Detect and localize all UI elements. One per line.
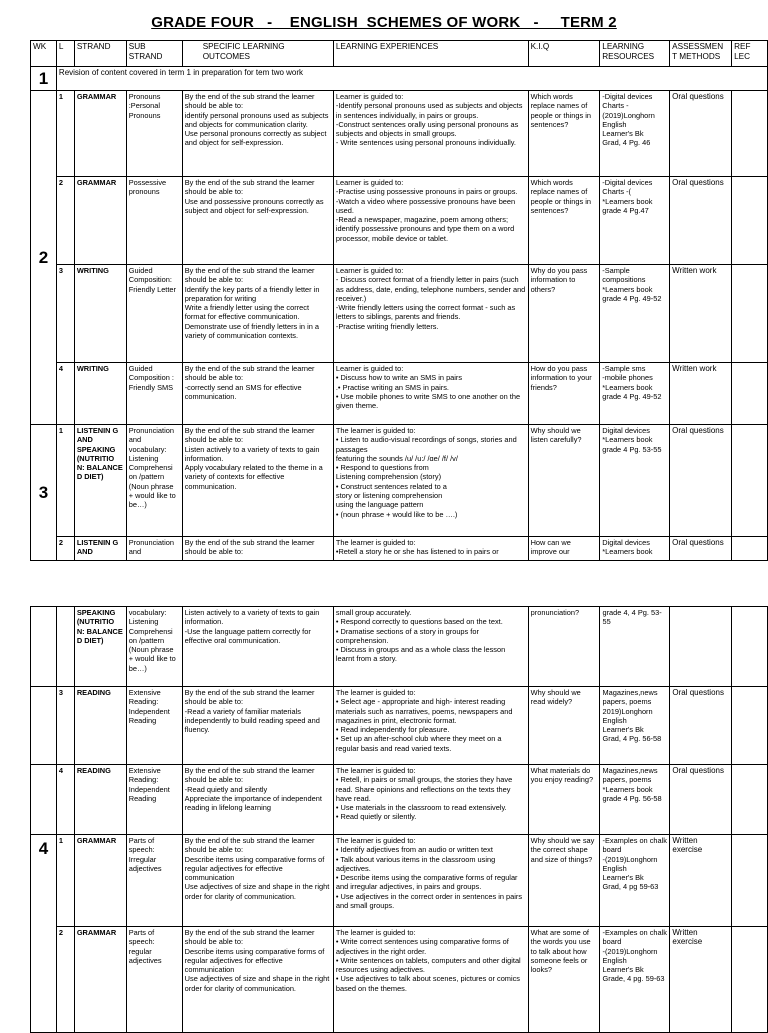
key-inquiry-question: Why should we say the correct shape and size of things? bbox=[528, 835, 600, 927]
header-lr: LEARNING RESOURCES bbox=[600, 41, 670, 67]
table-row bbox=[31, 177, 768, 265]
key-inquiry-question: Why should we listen carefully? bbox=[528, 425, 600, 537]
learning-outcomes: By the end of the sub strand the learner should be able to: Describe items using comparative forms of regular adjectives for effective communication Use adjectives of size and shape in the right order for clarity of communication. bbox=[182, 927, 333, 1033]
learning-experiences: The learner is guided to: • Retell, in pairs or small groups, the stories they have read. Share opinions and reflections on the texts they have read. • Use materials in the classroom to read extensively. • Read quietly or silently. bbox=[333, 765, 528, 835]
sub-strand: Parts of speech: regular adjectives bbox=[126, 927, 182, 1033]
revision-note: Revision of content covered in term 1 in preparation for tem two work bbox=[56, 67, 767, 91]
page-title: GRADE FOUR - ENGLISH SCHEMES OF WORK - TERM 2 bbox=[151, 14, 617, 31]
learning-outcomes: By the end of the sub strand the learner should be able to: Use and possessive pronouns correctly as subject and object for self-expression. bbox=[182, 177, 333, 265]
table-row bbox=[31, 265, 768, 363]
assessment-method: Written exercise bbox=[670, 927, 732, 1033]
table-row bbox=[31, 537, 768, 561]
sub-strand: Parts of speech: Irregular adjectives bbox=[126, 835, 182, 927]
learning-experiences: Learner is guided to: -Identify personal pronouns used as subjects and objects in sentences individually, in pairs or groups. -Construct sentences orally using personal pronouns as subjects and objects in small groups. - Write sentences using personal pronouns individually. bbox=[333, 91, 528, 177]
strand: GRAMMAR bbox=[74, 91, 126, 177]
assessment-method: Oral questions bbox=[670, 91, 732, 177]
key-inquiry-question: How do you pass information to your friends? bbox=[528, 363, 600, 425]
table-row bbox=[31, 91, 768, 177]
strand: LISTENIN G AND bbox=[74, 537, 126, 561]
sub-strand: Pronunciation and vocabulary: Listening Comprehensi on /pattern (Noun phrase + would like to be…) bbox=[126, 425, 182, 537]
key-inquiry-question: What are some of the words you use to talk about how someone feels or looks? bbox=[528, 927, 600, 1033]
learning-experiences: Learner is guided to: - Discuss correct format of a friendly letter in pairs (such as address, date, ending, telephone numbers, sender and receiver.) -Write friendly letters using the correct format - such as letters to siblings, parents and friends. -Practise writing friendly letters. bbox=[333, 265, 528, 363]
header-am: ASSESSMEN T METHODS bbox=[670, 41, 732, 67]
learning-outcomes: By the end of the sub strand the learner should be able to: -Read a variety of familiar materials independently to build reading speed and fluency. bbox=[182, 687, 333, 765]
week-number: 2 bbox=[31, 91, 57, 425]
table-row bbox=[31, 425, 768, 537]
header-slo: SPECIFIC LEARNING OUTCOMES bbox=[182, 41, 333, 67]
table-row bbox=[31, 835, 768, 927]
lesson-number: 4 bbox=[56, 363, 74, 425]
strand: GRAMMAR bbox=[74, 177, 126, 265]
sub-strand: Guided Composition : Friendly SMS bbox=[126, 363, 182, 425]
sub-strand: Extensive Reading: Independent Reading bbox=[126, 765, 182, 835]
strand: SPEAKING (NUTRITIO N: BALANCE D DIET) bbox=[74, 607, 126, 687]
sub-strand: Guided Composition: Friendly Letter bbox=[126, 265, 182, 363]
learning-outcomes: By the end of the sub strand the learner should be able to: Identify the key parts of a friendly letter in preparation for writing Write a friendly letter using the correct format for effective communication. Demonstrate use of friendly letters in in a variety of communication contexts. bbox=[182, 265, 333, 363]
strand: WRITING bbox=[74, 363, 126, 425]
table-row bbox=[31, 363, 768, 425]
week-number: 1 bbox=[31, 67, 57, 91]
header-l: L bbox=[56, 41, 74, 67]
learning-resources: Magazines,news papers, poems 2019)Longhorn English Learner's Bk Grad, 4 Pg. 56-58 bbox=[600, 687, 670, 765]
learning-experiences: The learner is guided to: •Retell a story he or she has listened to in pairs or bbox=[333, 537, 528, 561]
week-number: 3 bbox=[31, 425, 57, 561]
lesson-number: 1 bbox=[56, 91, 74, 177]
lesson-number: 4 bbox=[56, 765, 74, 835]
assessment-method bbox=[670, 607, 732, 687]
assessment-method: Oral questions bbox=[670, 425, 732, 537]
lesson-number: 2 bbox=[56, 537, 74, 561]
sub-strand: Possessive pronouns bbox=[126, 177, 182, 265]
assessment-method: Written work bbox=[670, 265, 732, 363]
table-row bbox=[31, 687, 768, 765]
assessment-method: Oral questions bbox=[670, 177, 732, 265]
key-inquiry-question: Why do you pass information to others? bbox=[528, 265, 600, 363]
schemes-table-page-2 bbox=[30, 606, 768, 1033]
lesson-number: 1 bbox=[56, 835, 74, 927]
week-1-row bbox=[31, 67, 768, 91]
reference bbox=[732, 265, 768, 363]
week-number bbox=[31, 687, 57, 765]
learning-outcomes: Listen actively to a variety of texts to gain information. -Use the language pattern correctly for effective oral communication. bbox=[182, 607, 333, 687]
sub-strand: Pronunciation and bbox=[126, 537, 182, 561]
learning-resources: grade 4, 4 Pg. 53-55 bbox=[600, 607, 670, 687]
assessment-method: Oral questions bbox=[670, 765, 732, 835]
header-le: LEARNING EXPERIENCES bbox=[333, 41, 528, 67]
lesson-number: 2 bbox=[56, 177, 74, 265]
header-sub-strand: SUB STRAND bbox=[126, 41, 182, 67]
learning-experiences: The learner is guided to: • Select age - appropriate and high- interest reading materials such as narratives, poems, newspapers and magazines in print, electronic format. • Read independently for pleasure. • Set up an after-school club where they meet on a regular basis and read varied texts. bbox=[333, 687, 528, 765]
learning-outcomes: By the end of the sub strand the learner should be able to: identify personal pronouns used as subjects and objects for communication clarity. Use personal pronouns correctly as subject and object for self-expression. bbox=[182, 91, 333, 177]
header-kiq: K.I.Q bbox=[528, 41, 600, 67]
lesson-number bbox=[56, 607, 74, 687]
week-number bbox=[31, 607, 57, 687]
assessment-method: Written exercise bbox=[670, 835, 732, 927]
reference bbox=[732, 537, 768, 561]
header-row bbox=[31, 41, 768, 67]
key-inquiry-question: pronunciation? bbox=[528, 607, 600, 687]
learning-resources: -Sample compositions *Learners book grade 4 Pg. 49-52 bbox=[600, 265, 670, 363]
lesson-number: 3 bbox=[56, 265, 74, 363]
sub-strand: vocabulary: Listening Comprehensi on /pattern (Noun phrase + would like to be…) bbox=[126, 607, 182, 687]
reference bbox=[732, 91, 768, 177]
key-inquiry-question: Why should we read widely? bbox=[528, 687, 600, 765]
header-ref: REF LEC bbox=[732, 41, 768, 67]
strand: READING bbox=[74, 687, 126, 765]
reference bbox=[732, 835, 768, 927]
strand: READING bbox=[74, 765, 126, 835]
key-inquiry-question: How can we improve our bbox=[528, 537, 600, 561]
week-number bbox=[31, 765, 57, 835]
header-wk: WK bbox=[31, 41, 57, 67]
learning-resources: -Digital devices Charts - (2019)Longhorn English Learner's Bk Grad, 4 Pg. 46 bbox=[600, 91, 670, 177]
schemes-table-page-1 bbox=[30, 40, 768, 561]
header-strand: STRAND bbox=[74, 41, 126, 67]
learning-outcomes: By the end of the sub strand the learner should be able to: Listen actively to a variety of texts to gain information. Apply vocabulary related to the theme in a variety of contexts for effective communication. bbox=[182, 425, 333, 537]
learning-experiences: The learner is guided to: • Write correct sentences using comparative forms of adjectives in the right order. • Write sentences on tablets, computers and other digital resources using adjectives. • Use adjectives to talk about scenes, pictures or comics based on the themes. bbox=[333, 927, 528, 1033]
reference bbox=[732, 765, 768, 835]
strand: GRAMMAR bbox=[74, 835, 126, 927]
learning-experiences: The learner is guided to: • Listen to audio-visual recordings of songs, stories and passages featuring the sounds /u/ /u:/ /ɑe/ /f/ /v/ • Respond to questions from Listening comprehension (story) • Construct sentences related to a story or listening comprehension using the language pattern • (noun phrase + would like to be ….) bbox=[333, 425, 528, 537]
learning-resources: -Digital devices Charts -( *Learners book grade 4 Pg.47 bbox=[600, 177, 670, 265]
key-inquiry-question: Which words replace names of people or things in sentences? bbox=[528, 91, 600, 177]
lesson-number: 2 bbox=[56, 927, 74, 1033]
week-number: 4 bbox=[31, 835, 57, 1033]
strand: LISTENIN G AND SPEAKING (NUTRITIO N: BALANCE D DIET) bbox=[74, 425, 126, 537]
learning-resources: -Examples on chalk board -(2019)Longhorn English Learner's Bk Grad, 4 pg 59-63 bbox=[600, 835, 670, 927]
assessment-method: Written work bbox=[670, 363, 732, 425]
key-inquiry-question: Which words replace names of people or things in sentences? bbox=[528, 177, 600, 265]
sub-strand: Pronouns :Personal Pronouns bbox=[126, 91, 182, 177]
learning-resources: -Sample sms -mobile phones *Learners book grade 4 Pg. 49-52 bbox=[600, 363, 670, 425]
table-row bbox=[31, 927, 768, 1033]
sub-strand: Extensive Reading: Independent Reading bbox=[126, 687, 182, 765]
learning-experiences: Learner is guided to: -Practise using possessive pronouns in pairs or groups. -Watch a video where possessive pronouns have been used. -Read a newspaper, magazine, poem among others; identify possessive pronouns and type them on a word processor, mobile device or tablet. bbox=[333, 177, 528, 265]
table-row bbox=[31, 607, 768, 687]
learning-resources: -Examples on chalk board -(2019)Longhorn English Learner's Bk Grade, 4 pg. 59-63 bbox=[600, 927, 670, 1033]
learning-outcomes: By the end of the sub strand the learner should be able to: -correctly send an SMS for effective communication. bbox=[182, 363, 333, 425]
learning-resources: Digital devices *Learners book grade 4 Pg. 53-55 bbox=[600, 425, 670, 537]
learning-outcomes: By the end of the sub strand the learner should be able to: bbox=[182, 537, 333, 561]
reference bbox=[732, 687, 768, 765]
reference bbox=[732, 363, 768, 425]
lesson-number: 3 bbox=[56, 687, 74, 765]
reference bbox=[732, 177, 768, 265]
reference bbox=[732, 607, 768, 687]
lesson-number: 1 bbox=[56, 425, 74, 537]
learning-outcomes: By the end of the sub strand the learner should be able to: Describe items using comparative forms of regular adjectives for effective communication Use adjectives of size and shape in the right order for clarity of communication. bbox=[182, 835, 333, 927]
reference bbox=[732, 425, 768, 537]
assessment-method: Oral questions bbox=[670, 537, 732, 561]
learning-experiences: small group accurately. • Respond correctly to questions based on the text. • Dramatise sections of a story in groups for comprehension. • Discuss in groups and as a whole class the lesson learnt from a story. bbox=[333, 607, 528, 687]
reference bbox=[732, 927, 768, 1033]
key-inquiry-question: What materials do you enjoy reading? bbox=[528, 765, 600, 835]
strand: WRITING bbox=[74, 265, 126, 363]
strand: GRAMMAR bbox=[74, 927, 126, 1033]
learning-outcomes: By the end of the sub strand the learner should be able to: -Read quietly and silently Appreciate the importance of independent reading in lifelong learning bbox=[182, 765, 333, 835]
table-row bbox=[31, 765, 768, 835]
assessment-method: Oral questions bbox=[670, 687, 732, 765]
learning-resources: Magazines,news papers, poems *Learners book grade 4 Pg. 56-58 bbox=[600, 765, 670, 835]
learning-resources: Digital devices *Learners book bbox=[600, 537, 670, 561]
learning-experiences: Learner is guided to: • Discuss how to write an SMS in pairs .• Practise writing an SMS in pairs. • Use mobile phones to write SMS to one another on the given theme. bbox=[333, 363, 528, 425]
learning-experiences: The learner is guided to: • Identify adjectives from an audio or written text • Talk about various items in the classroom using adjectives. • Describe items using the comparative forms of regular and irregular adjectives, in pairs and groups. • Use adjectives in the correct order in sentences in pairs and small groups. bbox=[333, 835, 528, 927]
